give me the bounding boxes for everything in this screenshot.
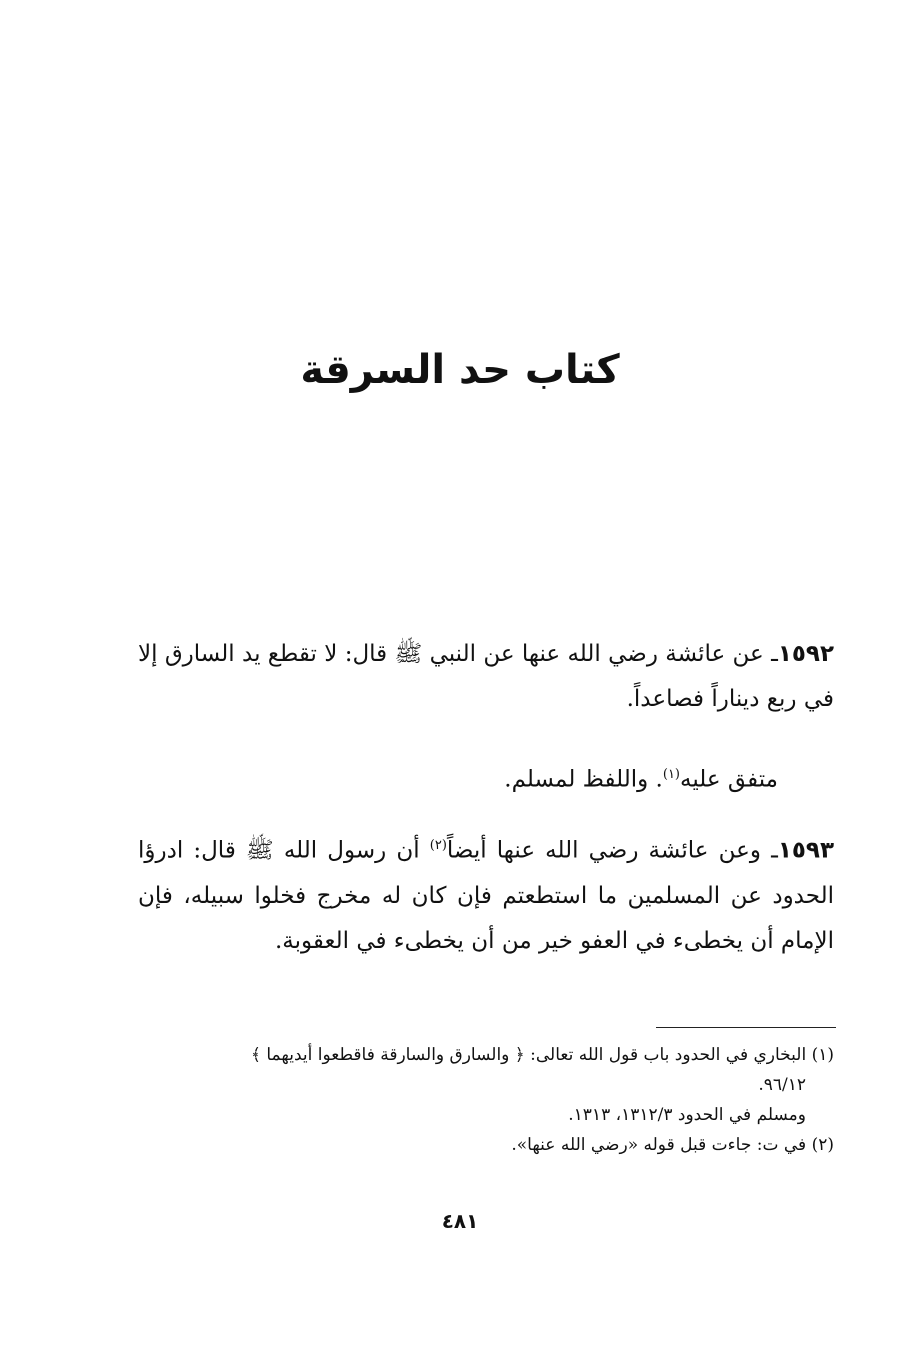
hadith-text: أن رسول الله ﷺ قال: ادرؤا الحدود عن المسلمين ما استطعتم فإن كان له مخرج فخلوا سبيله، فإن الإمام أن يخطىء في العفو خير من أن يخطىء في العقوبة. <box>138 837 834 954</box>
footnote-1-muslim: ومسلم في الحدود ١٣١٢/٣، ١٣١٣. <box>568 1105 806 1125</box>
footnote-ref: (١) <box>662 767 680 782</box>
footnote-divider <box>656 1027 836 1028</box>
hadith-1592 <box>138 632 834 722</box>
chapter-title: كتاب حد السرقة <box>300 347 620 393</box>
footnote-2: (٢) في ت: جاءت قبل قوله «رضي الله عنها». <box>511 1135 834 1155</box>
footnote-1-continuation: ٩٦/١٢. <box>758 1075 806 1095</box>
hadith-1593 <box>138 823 834 964</box>
hadith-number: ١٥٩٣ <box>777 837 834 864</box>
hadith-text-intro: ـ وعن عائشة رضي الله عنها أيضاً <box>446 837 778 864</box>
source-text: متفق عليه <box>680 766 778 793</box>
hadith-1592-source <box>88 752 778 803</box>
source-note: . واللفظ لمسلم. <box>504 766 663 793</box>
hadith-text: ـ عن عائشة رضي الله عنها عن النبي ﷺ قال: لا تقطع يد السارق إلا في ربع ديناراً فصاعداً. <box>138 641 834 712</box>
footnote-1: (١) البخاري في الحدود باب قول الله تعالى: ﴿ والسارق والسارقة فاقطعوا أيديهما ﴾ <box>251 1045 834 1065</box>
hadith-number: ١٥٩٢ <box>777 641 834 667</box>
footnote-ref: (٢) <box>429 838 447 853</box>
page-number: ٤٨١ <box>441 1209 479 1233</box>
footnotes <box>138 1040 834 1160</box>
